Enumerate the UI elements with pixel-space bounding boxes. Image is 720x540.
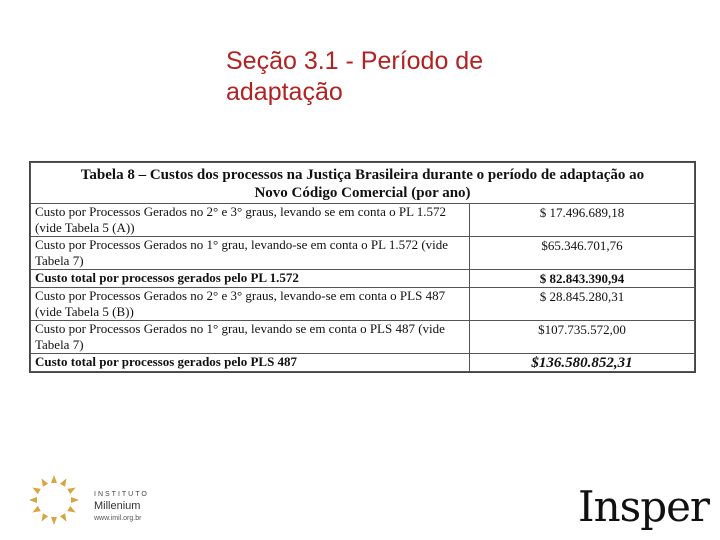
slide-title <box>226 46 646 108</box>
row-label: Custo por Processos Gerados no 2° e 3° graus, levando-se em conta o PLS 487 (vide Tabela 5 (B)) <box>31 288 470 321</box>
cost-table <box>29 161 696 373</box>
table-caption-row <box>31 163 695 204</box>
table-row-total <box>31 354 695 372</box>
row-label: Custo por Processos Gerados no 1° grau, levando se em conta o PLS 487 (vide Tabela 7) <box>31 321 470 354</box>
table-caption-line2: Novo Código Comercial (por ano) <box>254 185 471 201</box>
table-caption <box>31 163 695 204</box>
millenium-sunburst-icon <box>22 470 172 530</box>
logo-line1: INSTITUTO <box>94 491 149 498</box>
row-label: Custo por Processos Gerados no 1° grau, levando-se em conta o PL 1.572 (vide Tabela 7) <box>31 237 470 270</box>
table-row-total <box>31 270 695 288</box>
table-row <box>31 321 695 354</box>
table-row <box>31 288 695 321</box>
row-label: Custo por Processos Gerados no 2° e 3° graus, levando se em conta o PL 1.572 (vide Tabela 5 (A)) <box>31 204 470 237</box>
row-value: $136.580.852,31 <box>470 354 695 372</box>
logo-line2: Millenium <box>94 500 141 512</box>
table-row <box>31 237 695 270</box>
row-value: $ 17.496.689,18 <box>470 204 695 237</box>
row-label: Custo total por processos gerados pelo PLS 487 <box>31 354 470 372</box>
instituto-millenium-logo <box>22 470 172 530</box>
table-row <box>31 204 695 237</box>
row-label: Custo total por processos gerados pelo PL 1.572 <box>31 270 470 288</box>
row-value: $107.735.572,00 <box>470 321 695 354</box>
row-value: $65.346.701,76 <box>470 237 695 270</box>
logo-line3: www.imil.org.br <box>94 515 142 522</box>
table-caption-line1: Tabela 8 – Custos dos processos na Justiça Brasileira durante o período de adaptação ao <box>80 167 645 183</box>
insper-logo: Insper <box>578 482 710 531</box>
row-value: $ 28.845.280,31 <box>470 288 695 321</box>
row-value: $ 82.843.390,94 <box>470 270 695 288</box>
slide-title-line1: Seção 3.1 - Período de <box>226 47 484 75</box>
slide-title-line2: adaptação <box>226 78 343 106</box>
